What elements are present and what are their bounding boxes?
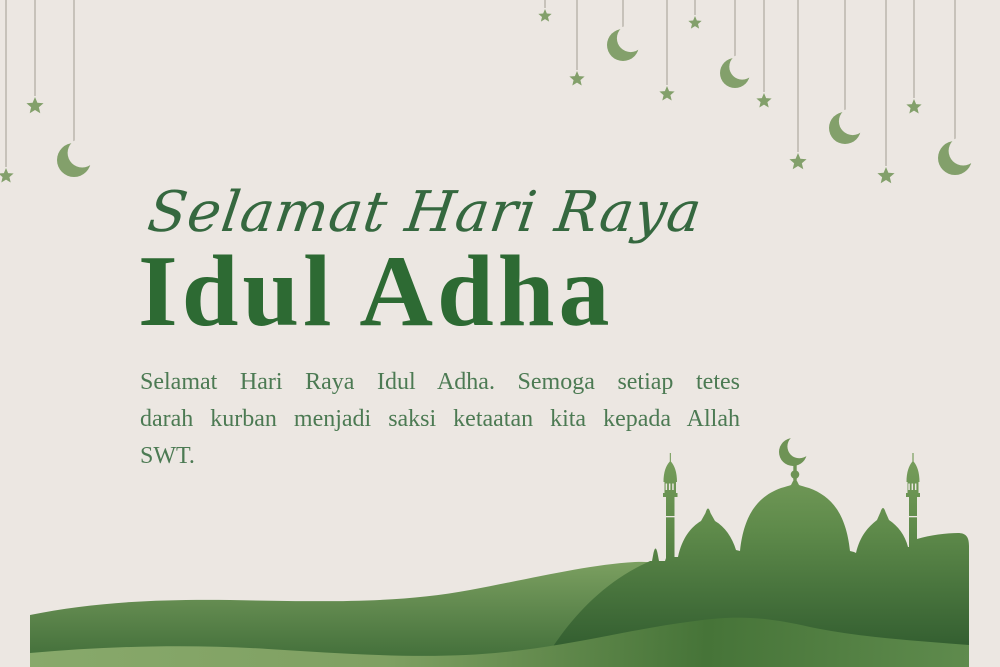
star-icon xyxy=(756,93,771,107)
message-line: darah kurban menjadi saksi ketaatan kita kepada Allah xyxy=(140,406,740,432)
dome-crescent-icon xyxy=(779,435,811,467)
star-icon xyxy=(538,9,551,22)
star-icon xyxy=(569,71,584,85)
script-title: Selamat Hari Raya xyxy=(143,180,707,245)
finial-ball xyxy=(791,470,800,479)
crescent-icon xyxy=(720,54,755,88)
star-icon xyxy=(659,86,674,100)
star-icon xyxy=(688,16,701,29)
front-hill xyxy=(30,618,969,667)
star-icon xyxy=(877,167,894,183)
crescent-icon xyxy=(938,136,978,175)
crescent-icon xyxy=(607,25,645,62)
crescent-icon xyxy=(57,138,97,177)
main-title: Idul Adha xyxy=(138,235,614,348)
minaret-windows-left xyxy=(665,484,675,518)
finial-stem xyxy=(793,464,796,483)
crescent-icon xyxy=(829,108,867,145)
greeting-message xyxy=(140,364,740,475)
message-line: Selamat Hari Raya Idul Adha. Semoga setiap tetes xyxy=(140,369,740,395)
minaret-windows-right xyxy=(908,484,918,518)
star-icon xyxy=(0,168,14,182)
back-hill xyxy=(30,562,776,667)
star-icon xyxy=(26,97,43,113)
mosque-silhouette xyxy=(540,453,969,667)
star-icon xyxy=(789,153,806,169)
star-icon xyxy=(906,99,921,113)
message-line: SWT. xyxy=(140,443,195,469)
